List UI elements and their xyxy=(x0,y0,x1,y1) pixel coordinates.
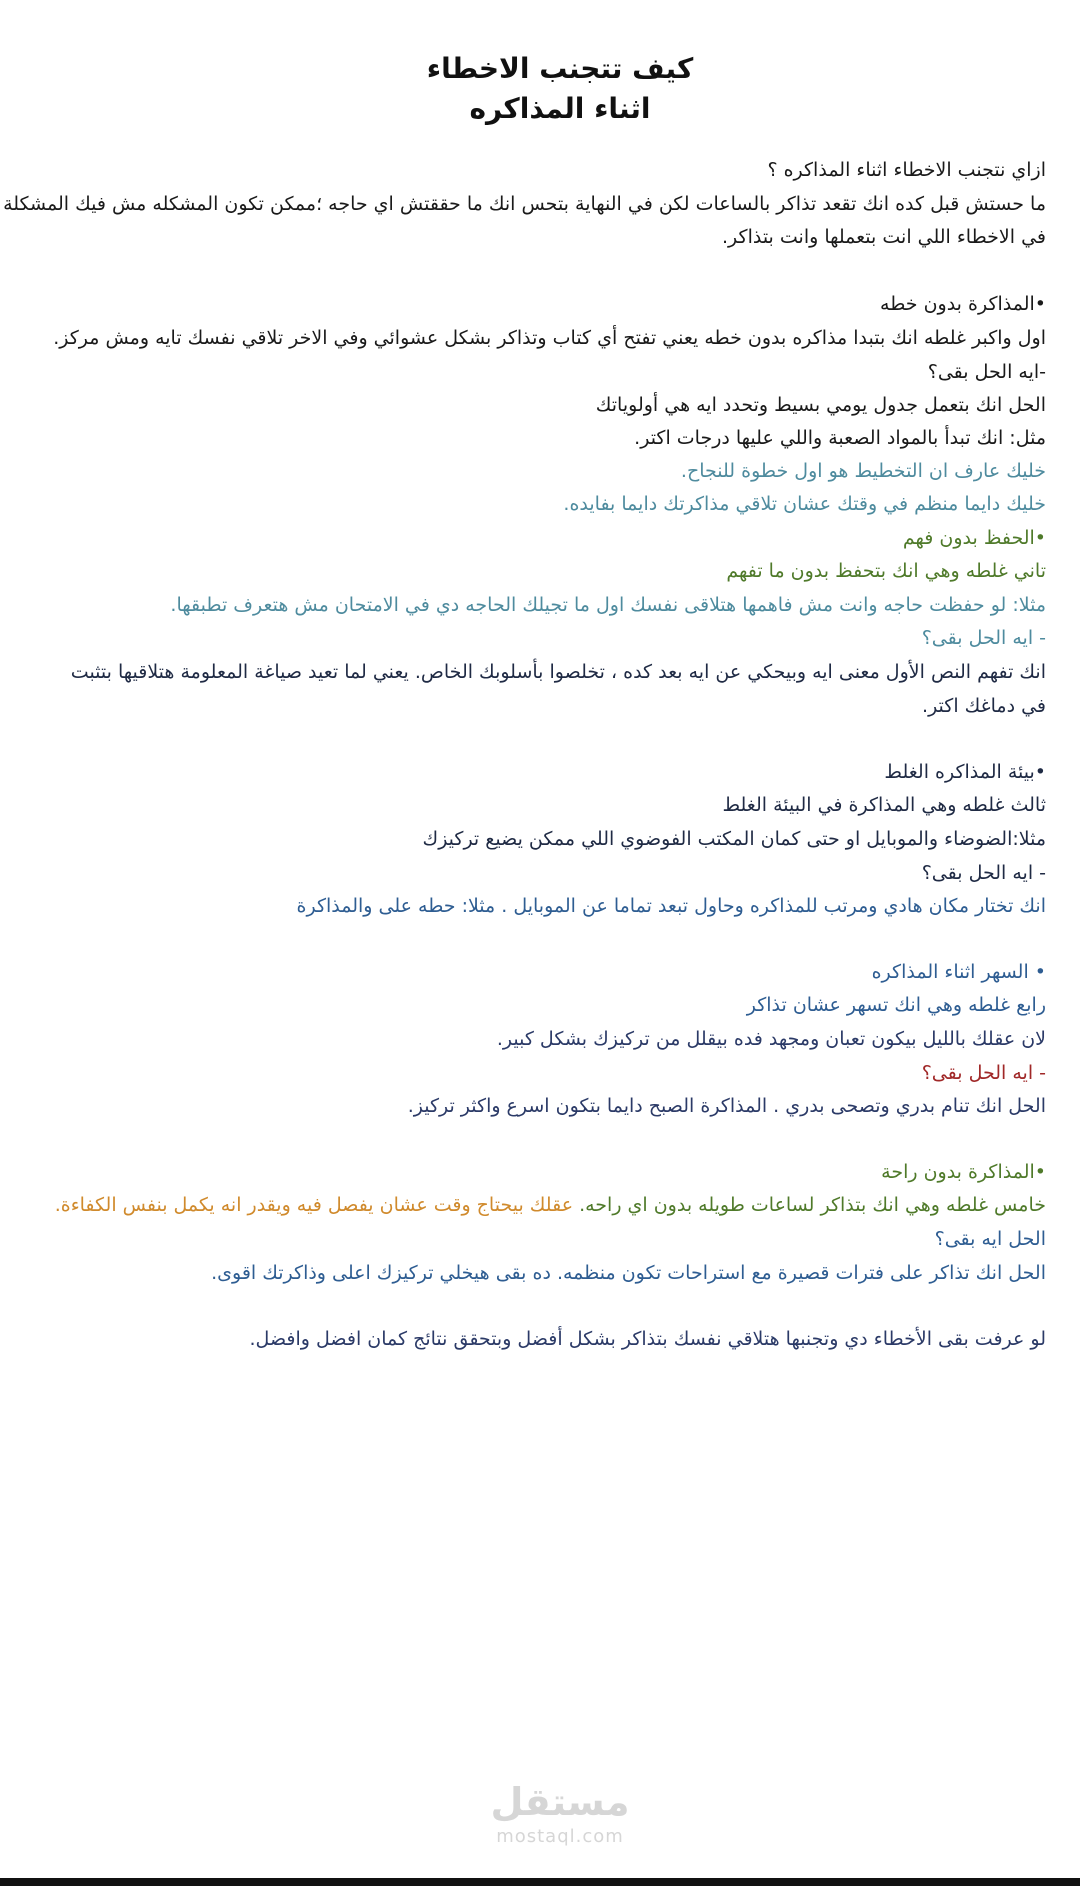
text-line-content: انك تفهم النص الأول معنى ايه وبيحكي عن ايه بعد كده ، تخلصوا بأسلوبك الخاص. يعني لما تعيد صياغة المعلومة هتلاقيها بتثبت xyxy=(70,661,1046,683)
text-line xyxy=(884,760,1046,784)
text-line xyxy=(881,1160,1046,1184)
text-line-content: في الاخطاء اللي انت بتعملها وانت بتذاكر. xyxy=(722,226,1046,248)
text-line-content: - ايه الحل بقى؟ xyxy=(921,862,1046,884)
text-line-content: خليك دايما منظم في وقتك عشان تلاقي مذاكرتك دايما بفايده. xyxy=(563,493,1046,515)
watermark-logo: مستقل xyxy=(490,1780,630,1824)
text-line xyxy=(170,593,1046,617)
text-line xyxy=(747,993,1046,1017)
text-line xyxy=(634,426,1046,450)
text-line-content: •المذاكرة بدون راحة xyxy=(881,1161,1046,1183)
text-line-content: مثلا:الضوضاء والموبايل او حتى كمان المكتب الفوضوي اللي ممكن يضيع تركيزك xyxy=(422,828,1046,850)
text-line-content: الحل ايه بقى؟ xyxy=(934,1228,1046,1250)
text-line xyxy=(53,326,1046,350)
text-line-content: مثل: انك تبدأ بالمواد الصعبة واللي عليها درجات اكتر. xyxy=(634,427,1046,449)
text-line xyxy=(55,1193,1046,1217)
title-line-2: اثناء المذاكره xyxy=(469,92,651,125)
text-line-content: تاني غلطه وهي انك بتحفظ بدون ما تفهم xyxy=(726,560,1046,582)
text-line xyxy=(497,1027,1046,1051)
text-line-content: •المذاكرة بدون خطه xyxy=(880,293,1046,315)
bottom-bar xyxy=(0,1878,1080,1886)
text-line-content: ثالث غلطه وهي المذاكرة في البيئة الغلط xyxy=(722,794,1046,816)
text-line xyxy=(3,192,1046,216)
text-line xyxy=(71,660,1046,684)
text-line-content: - ايه الحل بقى؟ xyxy=(921,1062,1046,1084)
text-line xyxy=(297,894,1047,918)
text-line xyxy=(563,492,1046,516)
text-line xyxy=(726,559,1046,583)
text-line xyxy=(922,1061,1046,1085)
text-line-content: خليك عارف ان التخطيط هو اول خطوة للنجاح. xyxy=(680,460,1046,482)
text-line-content: ازاي نتجنب الاخطاء اثناء المذاكره ؟ xyxy=(767,159,1046,181)
text-line-content: لان عقلك بالليل بيكون تعبان ومجهد فده بيقلل من تركيزك بشكل كبير. xyxy=(496,1028,1046,1050)
text-line xyxy=(722,793,1046,817)
text-line xyxy=(767,158,1046,182)
text-line xyxy=(250,1327,1046,1351)
text-line-content: في دماغك اكتر. xyxy=(922,695,1046,717)
text-line-content: الحل انك تذاكر على فترات قصيرة مع استراحات تكون منظمه. ده بقى هيخلي تركيزك اعلى وذاكرتك اقوى. xyxy=(211,1262,1046,1284)
text-line-content: •الحفظ بدون فهم xyxy=(902,527,1046,549)
text-line-content: الحل انك تنام بدري وتصحى بدري . المذاكرة الصبح دايما بتكون اسرع واكثر تركيز. xyxy=(407,1095,1046,1117)
text-line xyxy=(872,960,1046,984)
text-line xyxy=(681,459,1046,483)
title-line-1: كيف تتجنب الاخطاء xyxy=(426,52,694,85)
text-line xyxy=(922,626,1046,650)
text-line-extra: عقلك بيحتاج وقت عشان يفصل فيه ويقدر انه يكمل بنفس الكفاءة. xyxy=(54,1194,574,1216)
text-line xyxy=(935,1227,1046,1251)
text-line xyxy=(922,861,1046,885)
text-line xyxy=(211,1261,1046,1285)
text-line-content: • السهر اثناء المذاكره xyxy=(871,961,1046,983)
text-line-content: -ايه الحل بقى؟ xyxy=(927,361,1046,383)
text-line-content: - ايه الحل بقى؟ xyxy=(921,627,1046,649)
text-line-content: •بيئة المذاكره الغلط xyxy=(884,761,1046,783)
text-line xyxy=(423,827,1046,851)
text-line xyxy=(596,393,1046,417)
text-line xyxy=(722,225,1046,249)
watermark-url: mostaql.com xyxy=(496,1826,624,1847)
text-line-content: ما حستش قبل كده انك تقعد تذاكر بالساعات لكن في النهاية بتحس انك ما حققتش اي حاجه ؛ممكن تكون المشكله مش فيك المشكلة xyxy=(3,193,1046,215)
text-line-content: خامس غلطه وهي انك بتذاكر لساعات طويله بدون اي راحه. xyxy=(579,1194,1046,1216)
text-line xyxy=(922,694,1046,718)
text-line-content: اول واكبر غلطه انك بتبدا مذاكره بدون خطه يعني تفتح أي كتاب وتذاكر بشكل عشوائي وفي الاخر تلاقي نفسك تايه ومش مركز. xyxy=(53,327,1046,349)
text-line xyxy=(903,526,1046,550)
text-line-content: الحل انك بتعمل جدول يومي بسيط وتحدد ايه هي أولوياتك xyxy=(595,394,1046,416)
text-line xyxy=(408,1094,1046,1118)
text-line xyxy=(880,292,1046,316)
text-line-content: لو عرفت بقى الأخطاء دي وتجنبها هتلاقي نفسك بتذاكر بشكل أفضل وبتحقق نتائج كمان افضل وافضل. xyxy=(249,1328,1046,1350)
text-line-content: مثلا: لو حفظت حاجه وانت مش فاهمها هتلاقى نفسك اول ما تجيلك الحاجه دي في الامتحان مش هتعرف تطبقها. xyxy=(170,594,1046,616)
text-line-content: انك تختار مكان هادي ومرتب للمذاكره وحاول تبعد تماما عن الموبايل . مثلا: حطه على والمذاكرة xyxy=(296,895,1046,917)
text-line xyxy=(928,360,1046,384)
text-line-content: رابع غلطه وهي انك تسهر عشان تذاكر xyxy=(746,994,1046,1016)
